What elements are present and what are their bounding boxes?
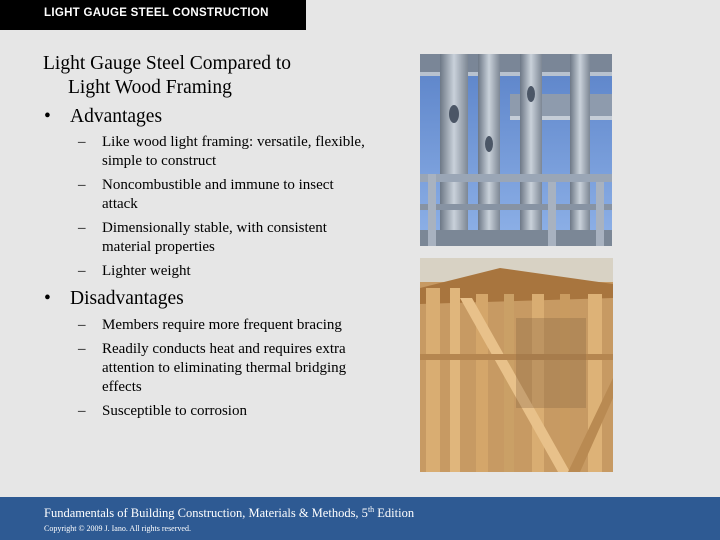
footer-text-main: Fundamentals of Building Construction, Materials & Methods, 5 bbox=[44, 506, 368, 520]
slide-title bbox=[43, 52, 373, 100]
dash-icon: – bbox=[78, 403, 86, 419]
dash-icon: – bbox=[78, 341, 86, 357]
header-bar bbox=[0, 0, 306, 30]
list-item-text: Members require more frequent bracing bbox=[102, 317, 342, 333]
disadvantages-heading-label: Disadvantages bbox=[70, 288, 184, 309]
list-item-text: Readily conducts heat and requires extra attention to eliminating thermal bridging effects bbox=[102, 341, 347, 395]
dash-icon: – bbox=[78, 177, 86, 193]
header-label: LIGHT GAUGE STEEL CONSTRUCTION bbox=[44, 7, 269, 19]
advantages-heading-label: Advantages bbox=[70, 106, 163, 127]
advantages-heading bbox=[44, 106, 162, 128]
list-item-text: Noncombustible and immune to insect attack bbox=[102, 177, 334, 212]
footer-bar bbox=[0, 497, 720, 540]
bullet-icon: • bbox=[44, 288, 51, 309]
slide-title-line2: Light Wood Framing bbox=[68, 77, 232, 98]
list-item bbox=[78, 133, 368, 171]
list-item bbox=[78, 176, 368, 214]
dash-icon: – bbox=[78, 263, 86, 279]
footer-superscript: th bbox=[367, 504, 375, 514]
list-item-text: Dimensionally stable, with consistent material properties bbox=[102, 220, 327, 255]
list-item bbox=[78, 340, 348, 397]
disadvantages-list bbox=[78, 316, 348, 426]
list-item-text: Like wood light framing: versatile, flexible, simple to construct bbox=[102, 134, 365, 169]
dash-icon: – bbox=[78, 134, 86, 150]
bullet-icon: • bbox=[44, 106, 51, 127]
wood-framing-photo bbox=[420, 258, 613, 472]
steel-framing-photo bbox=[420, 54, 612, 246]
dash-icon: – bbox=[78, 220, 86, 236]
disadvantages-heading bbox=[44, 288, 184, 310]
footer-citation bbox=[44, 506, 414, 521]
slide-title-line1: Light Gauge Steel Compared to bbox=[43, 53, 292, 74]
list-item bbox=[78, 262, 368, 281]
list-item bbox=[78, 402, 348, 421]
dash-icon: – bbox=[78, 317, 86, 333]
list-item bbox=[78, 316, 348, 335]
advantages-list bbox=[78, 133, 368, 286]
footer-copyright: Copyright © 2009 J. Iano. All rights reserved. bbox=[44, 524, 191, 533]
list-item-text: Lighter weight bbox=[102, 263, 191, 279]
list-item-text: Susceptible to corrosion bbox=[102, 403, 247, 419]
footer-text-edition: Edition bbox=[374, 506, 415, 520]
list-item bbox=[78, 219, 368, 257]
